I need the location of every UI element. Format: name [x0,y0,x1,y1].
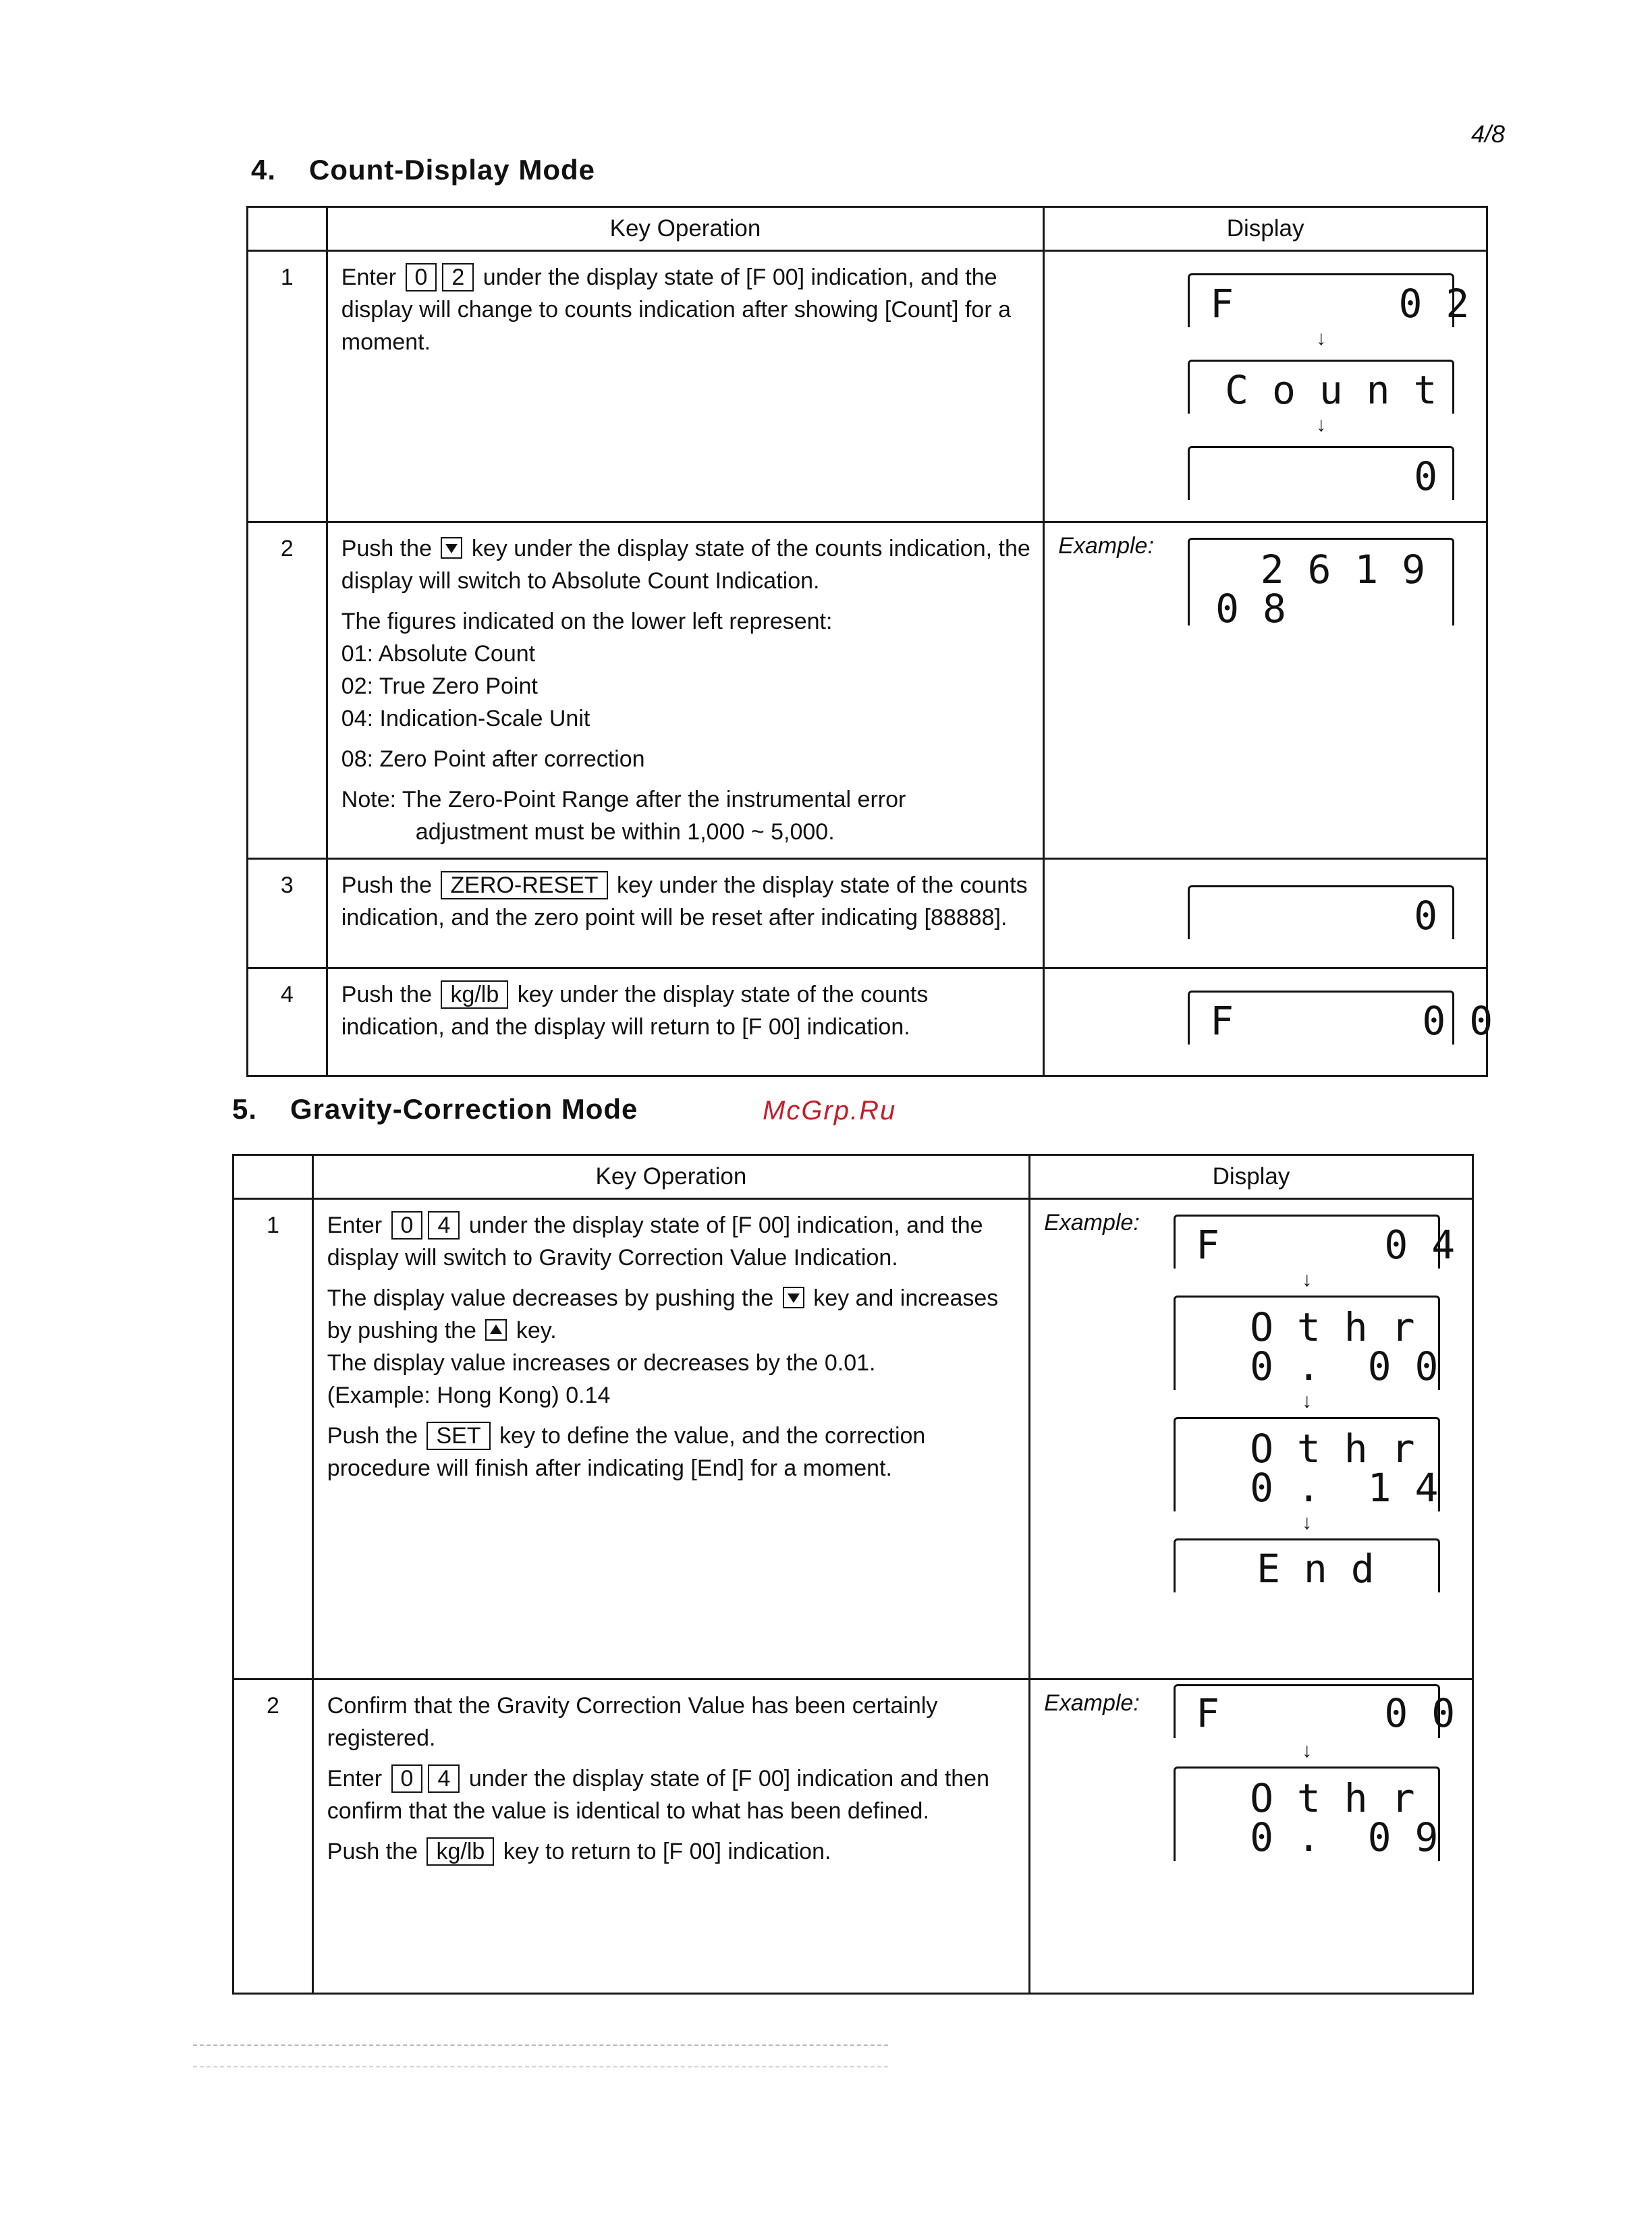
column-display: Display [1044,207,1487,251]
row-number: 1 [233,1199,313,1679]
row-number: 2 [233,1679,313,1994]
text: Push the [327,1839,418,1864]
zero-reset-key: ZERO-RESET [441,871,607,899]
key-operation-cell [327,859,1043,968]
lcd-display [1188,360,1454,414]
gravity-correction-table [232,1154,1474,1995]
key-operation-cell [327,968,1043,1076]
kg-lb-key: kg/lb [441,980,508,1009]
lcd-text: O t h r [1250,1775,1415,1821]
lcd-text: 0 . 0 9 [1250,1814,1439,1860]
display-cell [1044,251,1487,522]
up-triangle-key-icon [485,1319,507,1341]
column-key-operation: Key Operation [312,1155,1029,1199]
table-row [248,251,1487,522]
lcd-text: E n d [1257,1546,1375,1592]
table-row [248,859,1487,968]
down-arrow-icon: ↓ [1302,1740,1313,1762]
lcd-text: F 0 0 [1196,1690,1456,1736]
list-item: 01: Absolute Count [341,641,536,667]
text: Push the [341,982,432,1007]
key-operation-cell [327,251,1043,522]
text: Enter [327,1213,383,1238]
list-item: 02: True Zero Point [341,673,538,699]
lcd-display [1188,273,1470,327]
text: under the display state of [F 00] indication, and the display will change to counts indication after showing [Count] for a moment. [341,265,1012,355]
down-arrow-icon: ↓ [1302,1390,1313,1412]
down-triangle-key-icon [441,537,462,559]
section-4-number: 4. [251,154,277,186]
lcd-display [1174,1684,1456,1738]
lcd-display [1174,1417,1440,1511]
lcd-text: O t h r [1250,1304,1415,1350]
key-operation-cell [327,522,1043,859]
row-number: 2 [248,522,327,859]
lcd-text: F 0 4 [1196,1222,1456,1268]
lcd-display [1174,1766,1440,1861]
text: Enter [341,265,397,290]
key-0: 0 [391,1764,423,1793]
down-arrow-icon: ↓ [1302,1511,1313,1534]
lcd-text: O t h r [1250,1426,1415,1472]
key-0: 0 [406,263,437,291]
display-cell [1044,968,1493,1076]
text: key under the display state of the counts indication, and the zero point will be reset after indicating [88888]. [341,872,1028,930]
text: The display value decreases by pushing the [327,1285,774,1311]
display-cell [1044,859,1487,968]
down-triangle-key-icon [783,1287,804,1308]
text: key under the display state of the counts indication, the display will switch to Absolute Count Indication. [341,536,1030,594]
scan-noise [193,2044,888,2047]
lcd-text: 0 [1414,453,1438,499]
key-4: 4 [428,1211,460,1240]
text: key to define the value, and the correction procedure will finish after indicating [End] for a moment. [327,1423,926,1481]
lcd-text: C o u n t [1225,367,1437,413]
display-cell [1030,1199,1473,1679]
lcd-text: 0 . 0 0 [1250,1343,1439,1389]
display-cell [1044,522,1487,859]
lcd-text: F 0 2 [1210,281,1470,327]
table-row [233,1679,1473,1994]
example-label: Example: [1044,1210,1140,1235]
scan-noise [193,2066,888,2069]
lcd-text: 0 [1414,893,1438,939]
lcd-text: 0 . 1 4 [1250,1465,1439,1511]
key-operation-cell [312,1679,1029,1994]
lcd-display [1174,1215,1456,1269]
lcd-display [1174,1296,1440,1390]
note-text: adjustment must be within 1,000 ~ 5,000. [415,819,835,845]
display-cell [1030,1679,1473,1994]
example-label: Example: [1058,533,1154,559]
down-arrow-icon: ↓ [1316,414,1327,436]
section-4-title: Count-Display Mode [309,154,595,186]
lcd-display [1188,538,1454,632]
text: Confirm that the Gravity Correction Value has been certainly registered. [327,1693,938,1751]
section-5-title: Gravity-Correction Mode [290,1093,638,1125]
text: key. [516,1318,557,1343]
row-number: 3 [248,859,327,968]
section-4-heading [251,154,595,186]
section-5-number: 5. [232,1093,258,1125]
text: Push the [327,1423,418,1449]
lcd-text: 0 8 [1215,586,1286,632]
column-key-operation: Key Operation [327,207,1043,251]
set-key: SET [426,1422,490,1450]
column-number [248,207,327,251]
lcd-text: 2 6 1 9 [1260,547,1426,592]
text: The figures indicated on the lower left represent: [341,609,833,634]
column-number [233,1155,313,1199]
page-number: 4/8 [1470,120,1505,148]
key-4: 4 [428,1764,460,1793]
table-row [248,522,1487,859]
list-item: 04: Indication-Scale Unit [341,706,590,731]
text: The display value increases or decreases by the 0.01. [327,1350,876,1376]
key-operation-cell [312,1199,1029,1679]
lcd-text: F 0 0 [1210,998,1493,1044]
text: key and increases by pushing the [327,1285,999,1343]
text: key to return to [F 00] indication. [503,1839,831,1864]
table-row [248,968,1487,1076]
down-arrow-icon: ↓ [1302,1269,1313,1291]
row-number: 4 [248,968,327,1076]
text: key under the display state of the counts indication, and the display will return to [F 00] indication. [341,982,929,1040]
list-item: 08: Zero Point after correction [341,746,645,772]
lcd-display [1188,446,1454,500]
text: (Example: Hong Kong) 0.14 [327,1383,611,1408]
key-0: 0 [391,1211,423,1240]
key-2: 2 [442,263,474,291]
section-5-heading [232,1093,638,1125]
text: under the display state of [F 00] indication and then confirm that the value is identical to what has been defined. [327,1766,989,1824]
kg-lb-key: kg/lb [426,1837,494,1866]
note-text: Note: The Zero-Point Range after the instrumental error [341,787,906,812]
row-number: 1 [248,251,327,522]
count-display-table [246,206,1493,1077]
lcd-display [1188,885,1454,939]
down-arrow-icon: ↓ [1316,327,1327,350]
example-label: Example: [1044,1690,1140,1716]
table-row [233,1199,1473,1679]
text: Push the [341,536,432,561]
watermark: McGrp.Ru [763,1096,897,1125]
text: under the display state of [F 00] indication, and the display will switch to Gravity Correction Value Indication. [327,1213,983,1271]
text: Enter [327,1766,383,1791]
text: Push the [341,872,432,898]
column-display: Display [1030,1155,1473,1199]
lcd-display [1188,991,1493,1045]
lcd-display [1174,1538,1440,1592]
